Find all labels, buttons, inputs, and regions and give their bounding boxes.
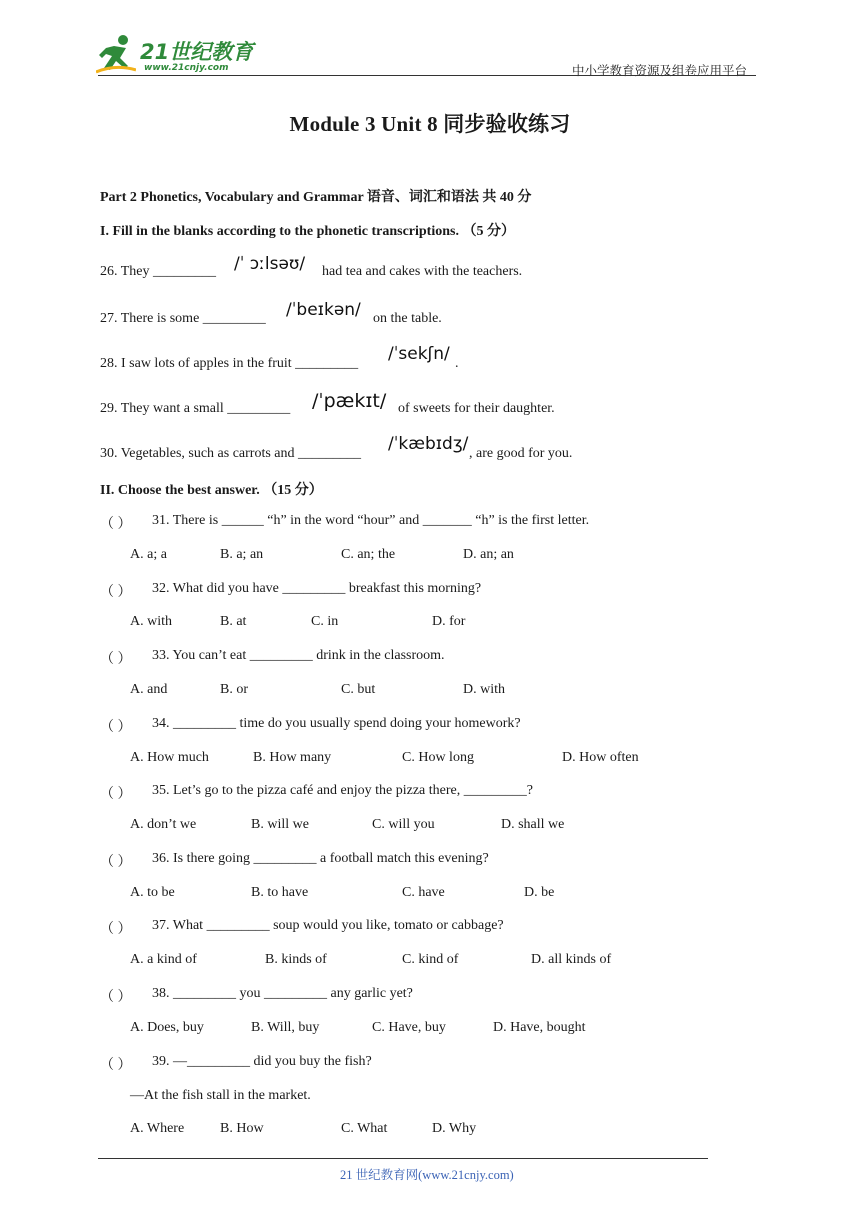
option-33-d: D. with xyxy=(463,682,505,697)
answer-paren: （ ） xyxy=(100,720,132,735)
option-37-c: C. kind of xyxy=(402,952,459,967)
blank-question-28-tail: . xyxy=(455,356,459,371)
option-39-c: C. What xyxy=(341,1121,388,1136)
option-38-b: B. Will, buy xyxy=(251,1020,320,1035)
option-31-a: A. a; a xyxy=(130,547,167,562)
runner-logo-icon xyxy=(96,34,136,76)
part2-heading: Part 2 Phonetics, Vocabulary and Grammar 语音、词汇和语法 共 40 分 xyxy=(100,190,532,205)
phonetic-29: /ˈpækɪt/ xyxy=(312,390,387,412)
question-39-reply: —At the fish stall in the market. xyxy=(130,1088,311,1103)
logo-main-text: 21世纪教育 xyxy=(140,40,254,64)
question-33: 33. You can’t eat _________ drink in the classroom. xyxy=(152,648,445,663)
option-36-b: B. to have xyxy=(251,885,309,900)
option-35-d: D. shall we xyxy=(501,817,565,832)
option-34-b: B. How many xyxy=(253,750,332,765)
blank-question-29: 29. They want a small _________ xyxy=(100,401,291,416)
question-39: 39. —_________ did you buy the fish? xyxy=(152,1054,372,1069)
answer-paren: （ ） xyxy=(100,922,132,937)
question-37: 37. What _________ soup would you like, tomato or cabbage? xyxy=(152,918,504,933)
option-31-c: C. an; the xyxy=(341,547,396,562)
option-38-d: D. Have, bought xyxy=(493,1020,586,1035)
blank-question-26: 26. They _________ xyxy=(100,264,217,279)
question-32: 32. What did you have _________ breakfast this morning? xyxy=(152,581,482,596)
blank-question-30: 30. Vegetables, such as carrots and _________ xyxy=(100,446,362,461)
question-34: 34. _________ time do you usually spend doing your homework? xyxy=(152,716,521,731)
page-title: Module 3 Unit 8 同步验收练习 xyxy=(289,112,571,136)
answer-paren: （ ） xyxy=(100,652,132,667)
header-tagline: 中小学教育资源及组卷应用平台 xyxy=(572,63,748,78)
answer-paren: （ ） xyxy=(100,1058,132,1073)
answer-paren: （ ） xyxy=(100,517,132,532)
option-36-a: A. to be xyxy=(130,885,175,900)
footer-divider xyxy=(98,1158,708,1159)
header-divider xyxy=(98,75,756,76)
option-32-b: B. at xyxy=(220,614,247,629)
option-32-d: D. for xyxy=(432,614,466,629)
phonetic-26: /ˈ ɔːlsəʊ/ xyxy=(234,254,306,274)
option-37-a: A. a kind of xyxy=(130,952,197,967)
blank-question-29-tail: of sweets for their daughter. xyxy=(398,401,555,416)
option-39-b: B. How xyxy=(220,1121,264,1136)
phonetic-27: /ˈbeɪkən/ xyxy=(286,300,361,320)
answer-paren: （ ） xyxy=(100,787,132,802)
option-34-d: D. How often xyxy=(562,750,639,765)
option-33-a: A. and xyxy=(130,682,168,697)
option-32-a: A. with xyxy=(130,614,172,629)
option-36-d: D. be xyxy=(524,885,555,900)
option-39-d: D. Why xyxy=(432,1121,477,1136)
option-33-c: C. but xyxy=(341,682,376,697)
option-35-b: B. will we xyxy=(251,817,309,832)
option-37-d: D. all kinds of xyxy=(531,952,612,967)
option-34-a: A. How much xyxy=(130,750,209,765)
answer-paren: （ ） xyxy=(100,855,132,870)
section1-heading: I. Fill in the blanks according to the phonetic transcriptions. （5 分） xyxy=(100,224,515,239)
option-37-b: B. kinds of xyxy=(265,952,327,967)
question-31: 31. There is ______ “h” in the word “hour” and _______ “h” is the first letter. xyxy=(152,513,590,528)
logo xyxy=(96,34,256,78)
option-35-a: A. don’t we xyxy=(130,817,197,832)
option-33-b: B. or xyxy=(220,682,248,697)
option-32-c: C. in xyxy=(311,614,339,629)
option-34-c: C. How long xyxy=(402,750,474,765)
option-38-c: C. Have, buy xyxy=(372,1020,446,1035)
answer-paren: （ ） xyxy=(100,585,132,600)
footer-text[interactable]: 21 世纪教育网(www.21cnjy.com) xyxy=(340,1168,514,1182)
answer-paren: （ ） xyxy=(100,990,132,1005)
phonetic-30: /ˈkæbɪdʒ/ xyxy=(388,434,469,454)
blank-question-27: 27. There is some _________ xyxy=(100,311,266,326)
section2-heading: II. Choose the best answer. （15 分） xyxy=(100,483,323,498)
phonetic-28: /ˈsekʃn/ xyxy=(388,344,450,364)
option-35-c: C. will you xyxy=(372,817,435,832)
logo-url-text: www.21cnjy.com xyxy=(144,63,229,73)
question-36: 36. Is there going _________ a football match this evening? xyxy=(152,851,489,866)
question-35: 35. Let’s go to the pizza café and enjoy the pizza there, _________? xyxy=(152,783,533,798)
blank-question-30-tail: , are good for you. xyxy=(469,446,573,461)
option-38-a: A. Does, buy xyxy=(130,1020,204,1035)
option-31-d: D. an; an xyxy=(463,547,514,562)
option-39-a: A. Where xyxy=(130,1121,185,1136)
blank-question-28: 28. I saw lots of apples in the fruit _________ xyxy=(100,356,359,371)
question-38: 38. _________ you _________ any garlic yet? xyxy=(152,986,413,1001)
option-36-c: C. have xyxy=(402,885,445,900)
option-31-b: B. a; an xyxy=(220,547,264,562)
blank-question-27-tail: on the table. xyxy=(373,311,442,326)
blank-question-26-tail: had tea and cakes with the teachers. xyxy=(322,264,523,279)
